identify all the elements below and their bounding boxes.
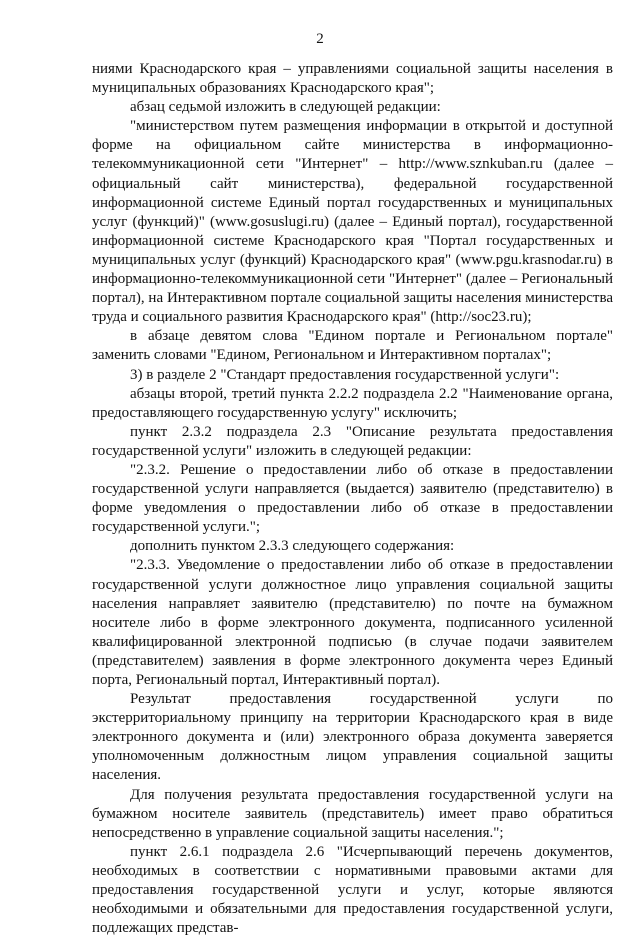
- paragraph: "министерством путем размещения информации в открытой и доступной форме на официальном сайте министерства в информационно-телекоммуникационной сети "Интернет" – http://www.sznkuban.ru (далее – официальный сайт министерства), федеральной государственной информационной системе Единый портал государственных и муниципальных услуг (функций)" (www.gosuslugi.ru) (далее – Единый портал), государственной информационной системе Краснодарского края "Портал государственных и муниципальных услуг (функций) Краснодарского края" (www.pgu.krasnodar.ru) в информационно-телекоммуникационной сети "Интернет" (далее – Региональный портал), на Интерактивном портале социальной защиты населения министерства труда и социального развития Краснодарского края" (http://soc23.ru);: [92, 118, 613, 326]
- paragraph: дополнить пунктом 2.3.3 следующего содержания:: [130, 538, 455, 555]
- paragraph: "2.3.2. Решение о предоставлении либо об отказе в предоставлении государственной услуги направляется (выдается) заявителю (представителю) в форме уведомления о предоставлении либо об отказе в предоставлении государственной услуги.";: [92, 461, 613, 536]
- paragraph: в абзаце девятом слова "Едином портале и Региональном портале" заменить словами "Едином, Региональном и Интерактивном порталах";: [92, 328, 613, 364]
- page-number: 2: [316, 31, 324, 47]
- paragraph: пункт 2.6.1 подраздела 2.6 "Исчерпывающий перечень документов, необходимых в соответствии с нормативными правовыми актами для предоставления государственной услуги и услуг, которые являются необходимыми и обязательными для предоставления государственной услуги, подлежащих представ-: [92, 843, 613, 937]
- paragraph: абзацы второй, третий пункта 2.2.2 подраздела 2.2 "Наименование органа, предоставляющего государственную услугу" исключить;: [92, 385, 613, 421]
- paragraph: пункт 2.3.2 подраздела 2.3 "Описание результата предоставления государственной услуги" изложить в следующей редакции:: [92, 423, 613, 459]
- paragraph: 3) в разделе 2 "Стандарт предоставления государственной услуги":: [130, 366, 560, 383]
- paragraph: Для получения результата предоставления государственной услуги на бумажном носителе заявитель (представитель) имеет право обратиться непосредственно в управление социальной защиты населения.";: [92, 786, 613, 841]
- paragraph: ниями Краснодарского края – управлениями социальной защиты населения в муниципальных образованиях Краснодарского края";: [92, 61, 613, 97]
- paragraph: "2.3.3. Уведомление о предоставлении либо об отказе в предоставлении государственной услуги должностное лицо управления социальной защиты населения направляет заявителю (представителю) по почте на бумажном носителе либо в форме электронного документа, подписанного усиленной квалифицированной электронной подписью (в случае подачи заявителем (представителем) заявления в форме электронного документа через Единый порта, Региональный портал, Интерактивный портал).: [92, 557, 613, 688]
- document-body: [92, 60, 613, 938]
- paragraph: Результат предоставления государственной услуги по экстерриториальному принципу на территории Краснодарского края в виде электронного документа и (или) электронного образа документа заверяется уполномоченным должностным лицом управления социальной защиты населения.: [92, 691, 613, 784]
- paragraph: абзац седьмой изложить в следующей редакции:: [130, 99, 441, 116]
